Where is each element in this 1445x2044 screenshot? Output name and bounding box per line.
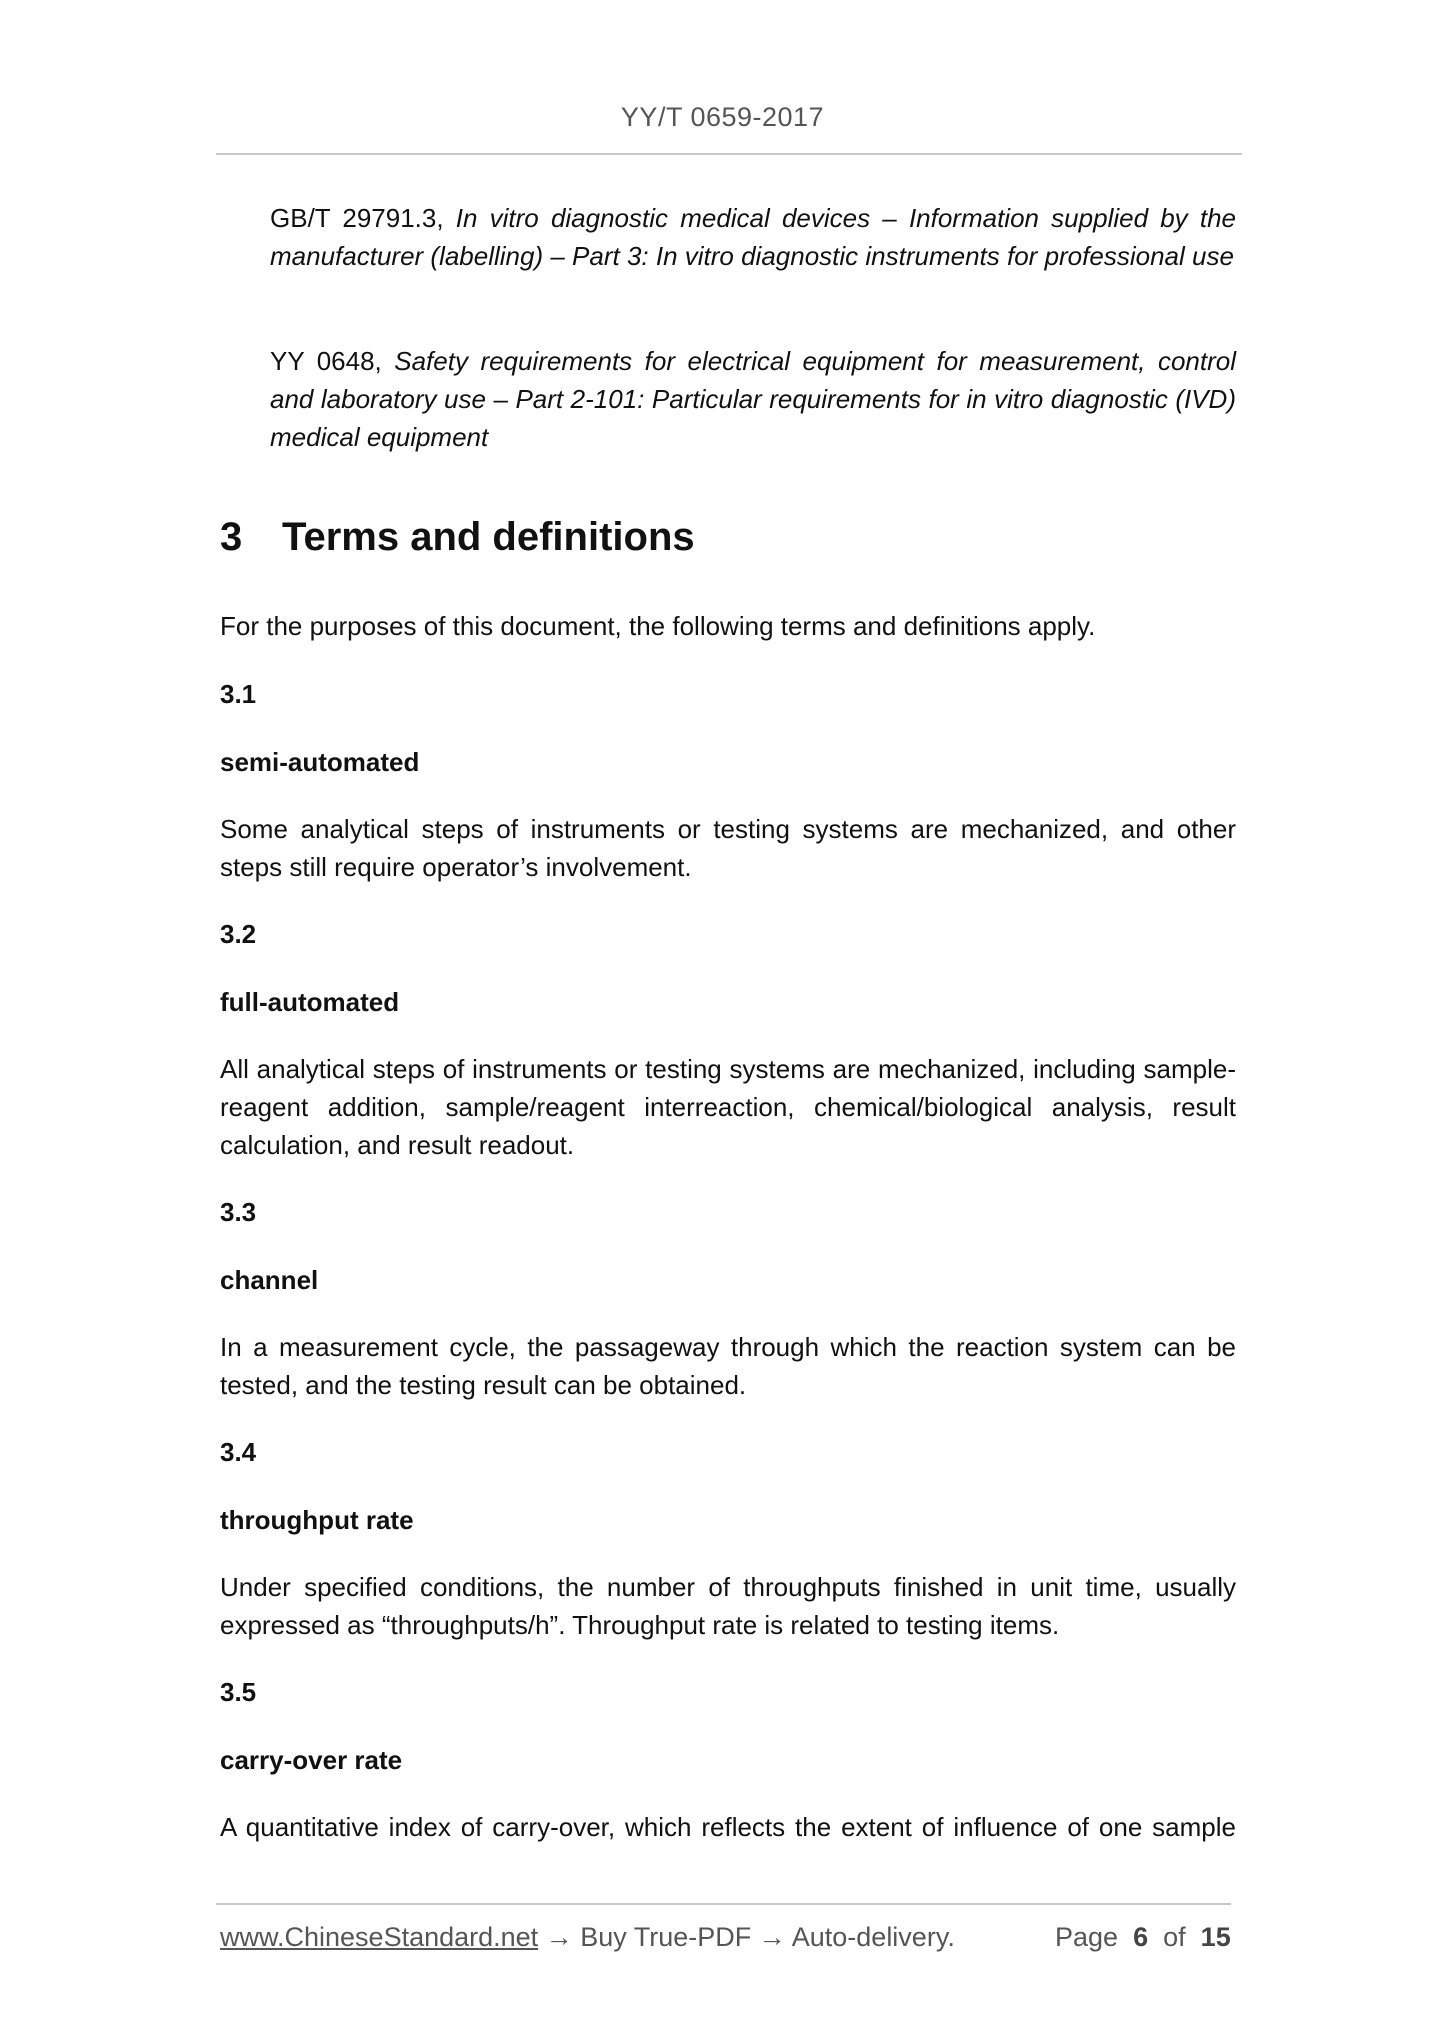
term-definition: In a measurement cycle, the passageway through which the reaction system can be tested, and the testing result can be obtained. [220,1332,1236,1400]
term-name: full-automated [220,987,400,1017]
term-number: 3.3 [220,1197,257,1227]
reference-title: In vitro diagnostic medical devices – Information supplied by the manufacturer (labelling) – Part 3: In vitro diagnostic instruments for professional use [270,203,1237,271]
term-definition: A quantitative index of carry-over, which reflects the extent of influence of one sample [220,1812,1236,1842]
term-definition: All analytical steps of instruments or testing systems are mechanized, including sample-reagent addition, sample/reagent interreaction, chemical/biological analysis, result calculation, and result readout. [220,1054,1236,1160]
website-link[interactable]: www.ChineseStandard.net [220,1922,539,1952]
footer-tagline: → Buy True-PDF → Auto-delivery. [538,1922,955,1952]
term-number: 3.2 [220,919,257,949]
reference-entry [270,342,1236,456]
reference-code: GB/T 29791.3, [270,203,456,233]
term-number: 3.1 [220,679,257,709]
page-of: of [1163,1922,1186,1952]
term-name: channel [220,1265,319,1295]
section-intro: For the purposes of this document, the following terms and definitions apply. [220,611,1096,641]
reference-code: YY 0648, [270,346,395,376]
term-name: throughput rate [220,1505,414,1535]
header-divider [216,153,1242,155]
reference-entry [270,199,1236,275]
section-number: 3 [220,515,243,559]
term-name: semi-automated [220,747,420,777]
section-title: Terms and definitions [282,515,695,559]
reference-title: Safety requirements for electrical equipment for measurement, control and laboratory use – Part 2-101: Particular requirements for in vitro diagnostic (IVD) medical equipment [270,346,1236,452]
term-definition: Under specified conditions, the number of throughputs finished in unit time, usually expressed as “throughputs/h”. Throughput rate is related to testing items. [220,1572,1236,1640]
page-label: Page [1055,1922,1119,1952]
page-total: 15 [1200,1922,1231,1952]
term-number: 3.4 [220,1437,257,1467]
term-number: 3.5 [220,1677,257,1707]
section-heading [220,515,695,560]
document-header-title: YY/T 0659-2017 [620,102,825,132]
footer-divider [216,1903,1231,1905]
page-current: 6 [1133,1922,1149,1952]
term-definition: Some analytical steps of instruments or testing systems are mechanized, and other steps still require operator’s involvement. [220,814,1236,882]
footer-promo [220,1922,955,1953]
page-indicator [1055,1922,1231,1953]
term-name: carry-over rate [220,1745,403,1775]
